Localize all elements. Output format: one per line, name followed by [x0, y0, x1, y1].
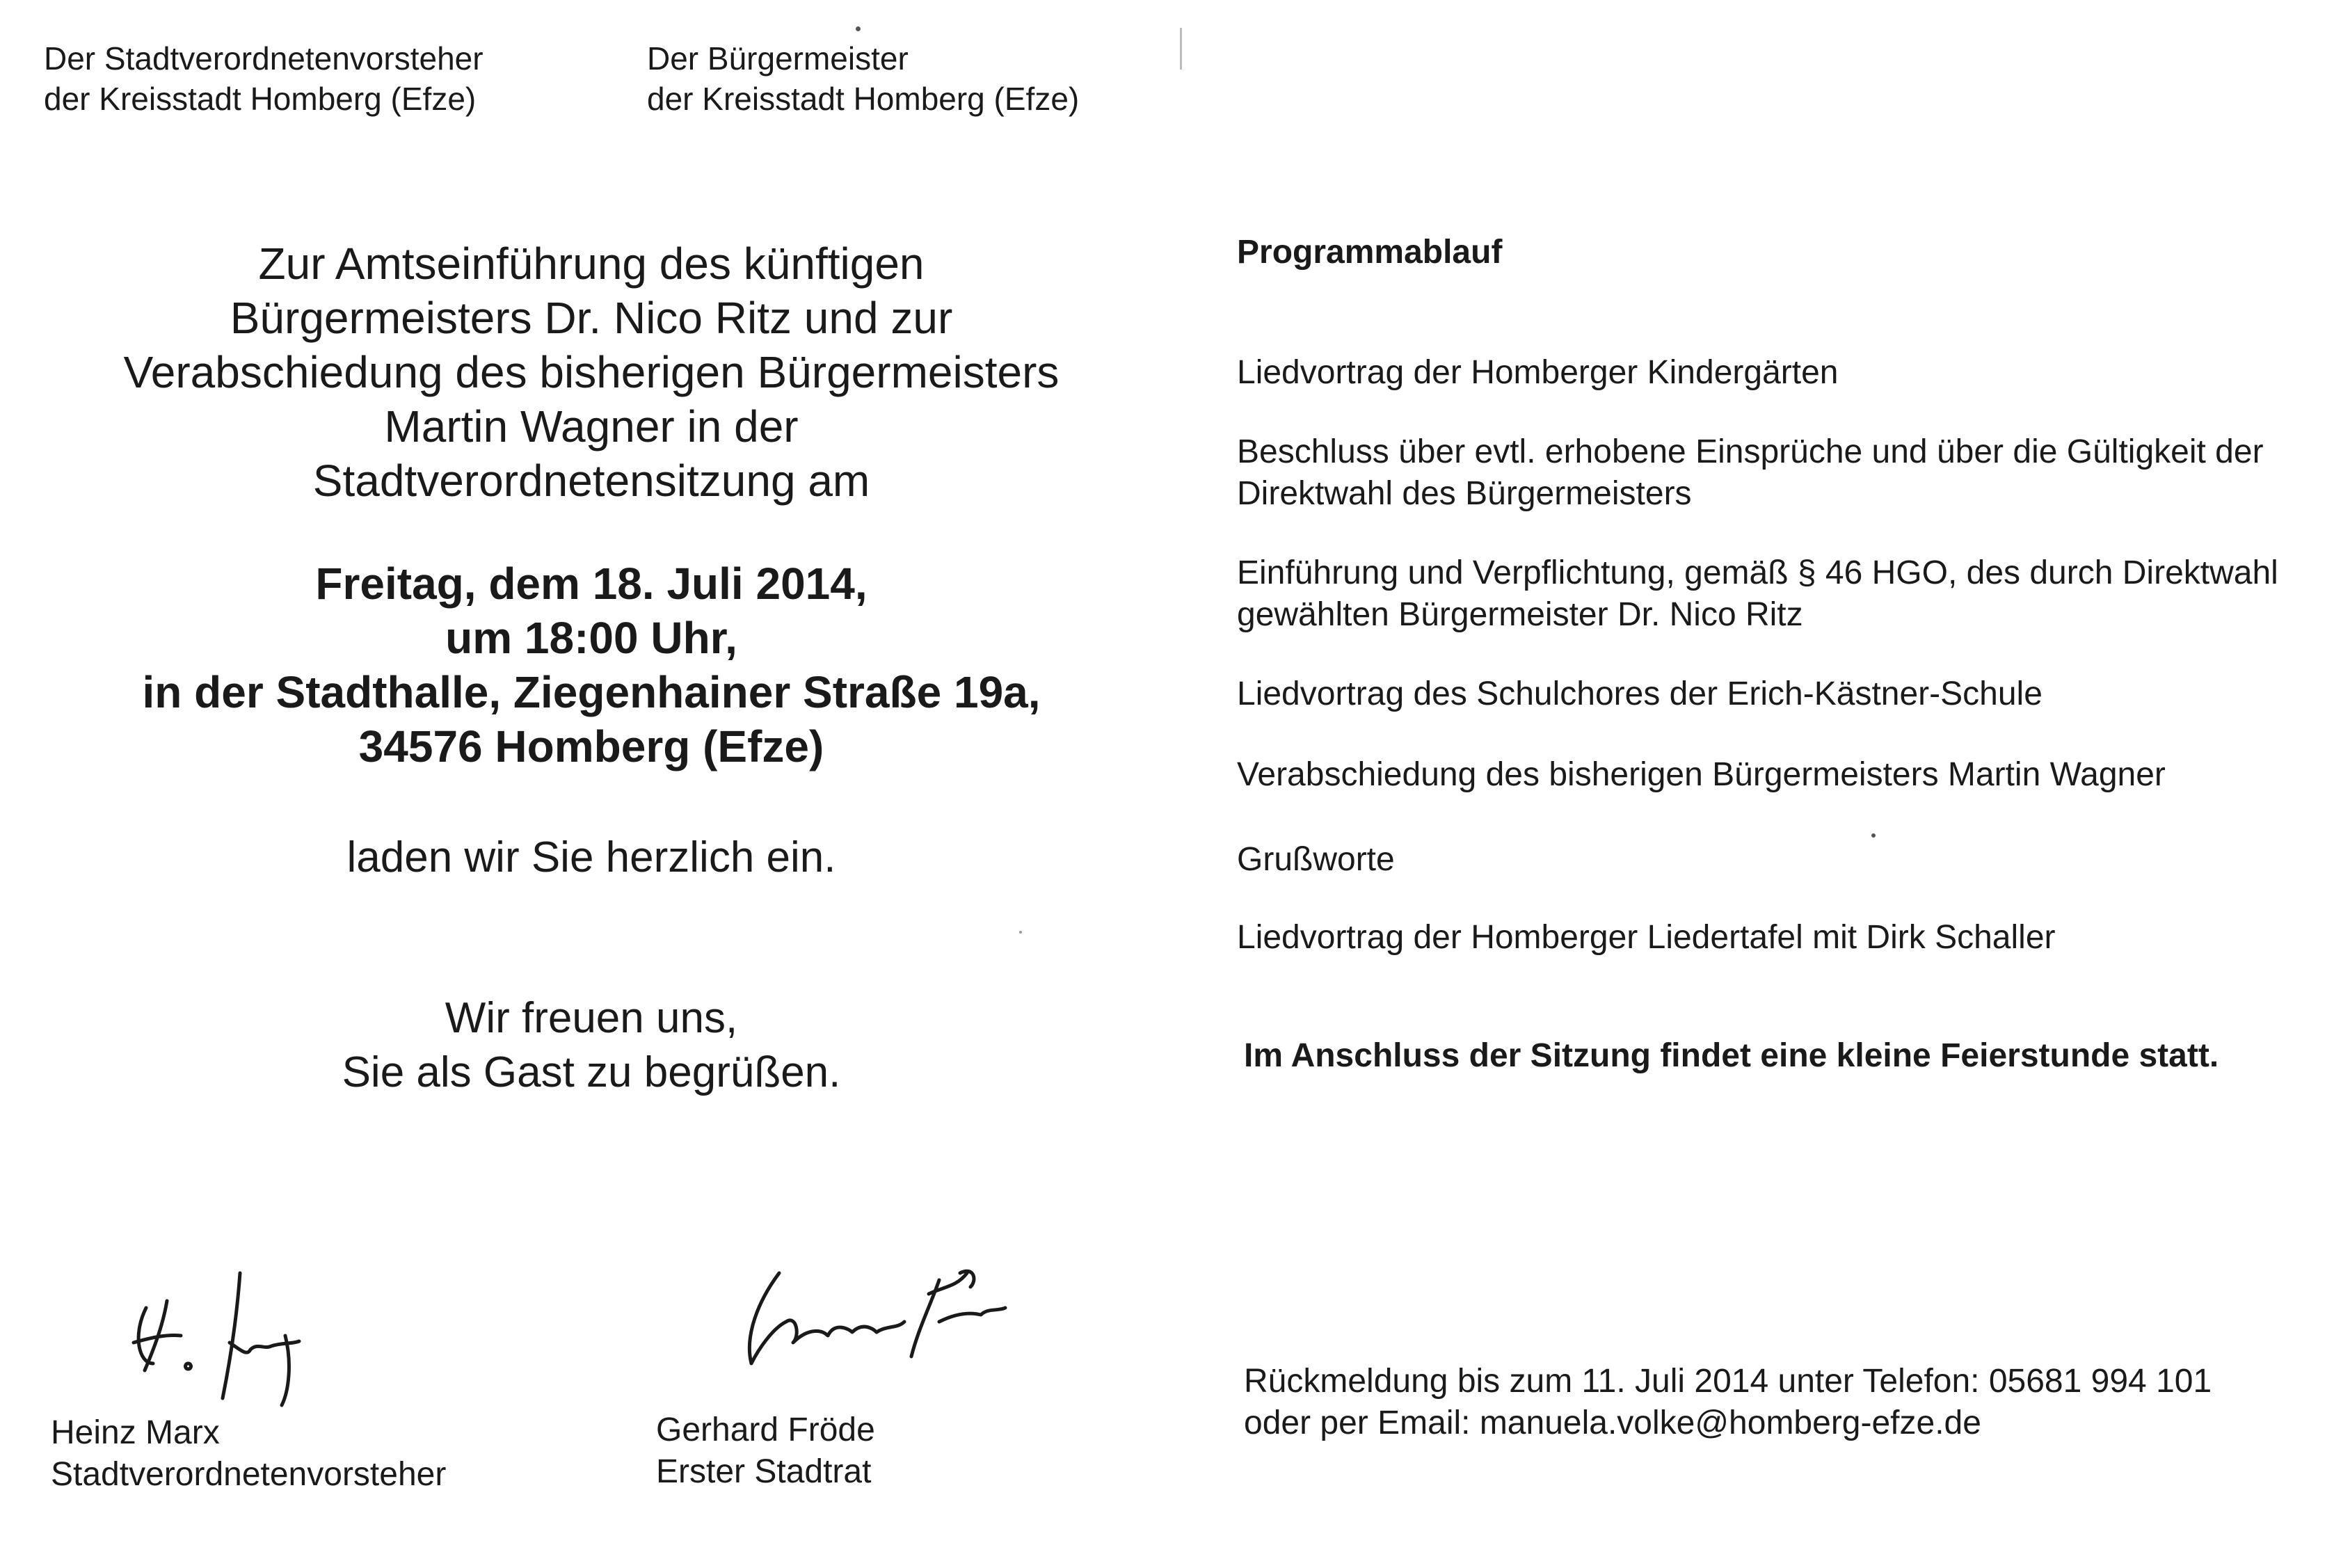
program-item: Liedvortrag der Homberger Kindergärten	[1237, 354, 1839, 391]
intro-line: Stadtverordnetensitzung am	[312, 456, 870, 506]
rsvp-line: Rückmeldung bis zum 11. Juli 2014 unter Telefon: 05681 994 101	[1244, 1363, 2212, 1400]
closing-line: Wir freuen uns,	[445, 994, 738, 1042]
intro-line: Bürgermeisters Dr. Nico Ritz und zur	[230, 293, 953, 343]
scan-speck	[856, 26, 861, 31]
header-right-line1: Der Bürgermeister	[647, 40, 909, 77]
intro-line: Zur Amtseinführung des künftigen	[258, 239, 925, 289]
event-time: um 18:00 Uhr,	[445, 613, 737, 663]
signer-role: Erster Stadtrat	[656, 1453, 872, 1490]
signer-name: Gerhard Fröde	[656, 1411, 875, 1448]
program-item: Liedvortrag der Homberger Liedertafel mit Dirk Schaller	[1237, 919, 2056, 956]
rsvp-line: oder per Email: manuela.volke@homberg-efze.de	[1244, 1405, 1981, 1441]
header-left-line1: Der Stadtverordnetenvorsteher	[44, 40, 483, 77]
program-note: Im Anschluss der Sitzung findet eine kleine Feierstunde statt.	[1244, 1037, 2219, 1074]
invitation-cordial: laden wir Sie herzlich ein.	[346, 833, 836, 881]
invitation-intro	[70, 237, 1113, 508]
program-item: Einführung und Verpflichtung, gemäß § 46 HGO, des durch Direktwahl gewählten Bürgermeister Dr. Nico Ritz	[1237, 554, 2278, 633]
event-venue: in der Stadthalle, Ziegenhainer Straße 19a,	[142, 667, 1041, 717]
event-details	[70, 557, 1113, 774]
program-item: Grußworte	[1237, 841, 1395, 878]
signer-name: Heinz Marx	[51, 1414, 220, 1451]
rsvp-block	[1244, 1361, 2212, 1444]
signature-right-block	[656, 1409, 875, 1493]
signature-gerhard-froede	[730, 1245, 1023, 1384]
program-item: Liedvortrag des Schulchores der Erich-Kästner-Schule	[1237, 675, 2043, 712]
signature-heinz-marx	[125, 1259, 362, 1419]
header-right-line2: der Kreisstadt Homberg (Efze)	[647, 81, 1080, 117]
intro-line: Verabschiedung des bisherigen Bürgermeisters	[123, 347, 1060, 397]
program-item: Beschluss über evtl. erhobene Einsprüche und über die Gültigkeit der Direktwahl des Bürgermeisters	[1237, 433, 2264, 512]
scan-speck	[1019, 931, 1022, 934]
invitation-closing	[70, 991, 1113, 1100]
intro-line: Martin Wagner in der	[384, 401, 799, 451]
scan-mark	[1180, 28, 1182, 70]
header-right	[647, 38, 1079, 119]
program-title: Programmablauf	[1237, 234, 1503, 271]
closing-line: Sie als Gast zu begrüßen.	[342, 1048, 841, 1096]
header-left	[44, 38, 483, 119]
header-left-line2: der Kreisstadt Homberg (Efze)	[44, 81, 477, 117]
program-item: Verabschiedung des bisherigen Bürgermeisters Martin Wagner	[1237, 756, 2166, 793]
event-city: 34576 Homberg (Efze)	[358, 721, 824, 771]
signature-left-block	[51, 1412, 446, 1496]
scan-speck	[1871, 833, 1876, 838]
event-date: Freitag, dem 18. Juli 2014,	[315, 559, 868, 609]
signer-role: Stadtverordnetenvorsteher	[51, 1456, 447, 1493]
